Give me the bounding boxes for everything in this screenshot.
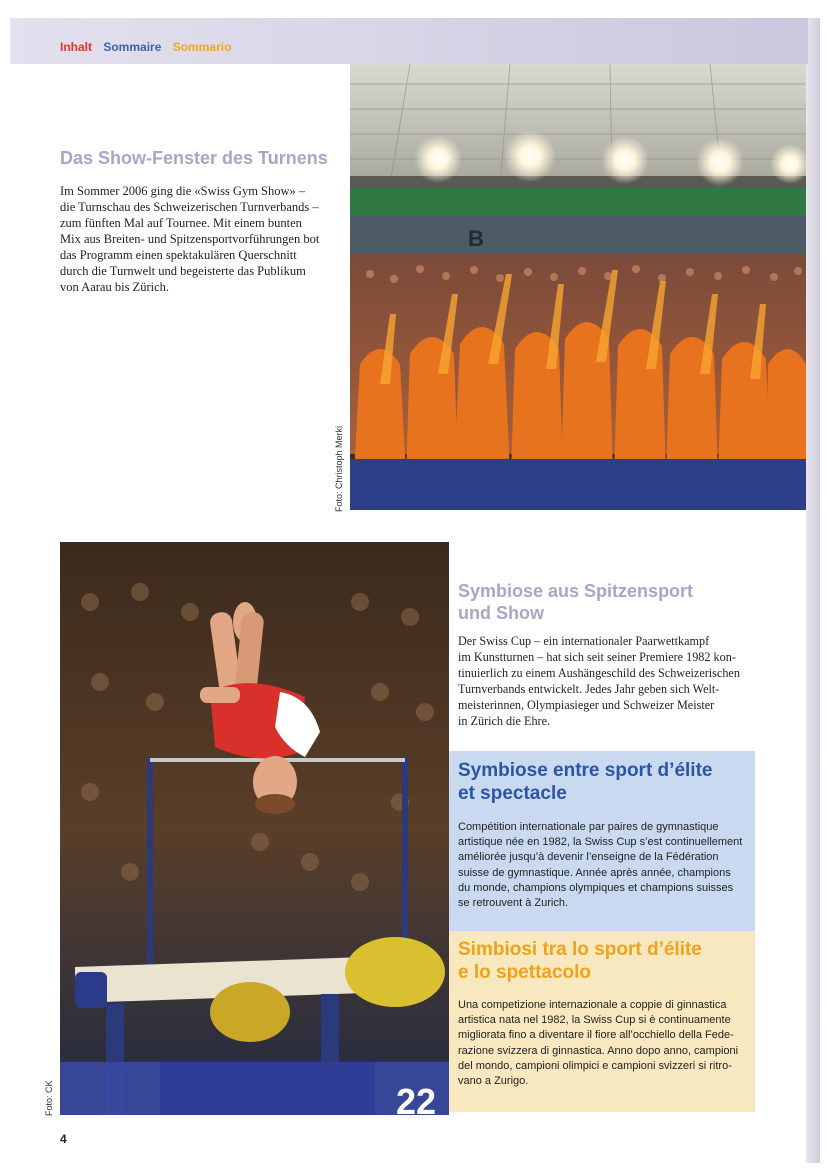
text-line: im Kunstturnen – hat sich seit seiner Premiere 1982 kon-: [458, 650, 736, 664]
title-line: Simbiosi tra lo sport d’élite: [458, 939, 702, 960]
title-line: Symbiose entre sport d’élite: [458, 760, 713, 781]
gym-show-illustration: [350, 64, 806, 510]
italian-title: [458, 938, 702, 984]
text-line: meisterinnen, Olympiasieger und Schweizer Meister: [458, 698, 715, 712]
text-line: suisse de gymnastique. Année après année, champions: [458, 866, 731, 879]
text-line: Der Swiss Cup – ein internationaler Paarwettkampf: [458, 634, 710, 648]
text-line: in Zürich die Ehre.: [458, 714, 551, 728]
text-line: se retrouvent à Zurich.: [458, 897, 569, 910]
show-window-title: Das Show-Fenster des Turnens: [60, 148, 328, 168]
text-line: artistica nata nel 1982, la Swiss Cup si è continuamente: [458, 1014, 731, 1027]
text-line: Turnverbands entwickelt. Jedes Jahr geben sich Welt-: [458, 682, 720, 696]
nav-sommaire-link[interactable]: Sommaire: [103, 40, 162, 54]
photo-credit-top: Foto: Christoph Merki: [334, 425, 344, 512]
text-line: Compétition internationale par paires de gymnastique: [458, 821, 719, 833]
italian-text: [458, 998, 747, 1089]
photo-credit-bottom: Foto: CK: [44, 1080, 54, 1116]
swiss-cup-title-de: [458, 580, 693, 624]
language-nav: [60, 40, 239, 54]
gym-show-photo: [350, 64, 806, 510]
show-window-text: [60, 183, 345, 295]
text-line: vano a Zurigo.: [458, 1075, 529, 1088]
text-line: durch die Turnwelt und begeisterte das Publikum: [60, 264, 306, 278]
text-line: Im Sommer 2006 ging die «Swiss Gym Show» –: [60, 184, 306, 198]
balance-beam-photo: [60, 542, 449, 1115]
balance-beam-illustration: [60, 542, 449, 1115]
text-line: Una competizione internazionale a coppie di ginnastica: [458, 999, 727, 1011]
text-line: artistique née en 1982, la Swiss Cup s’est continuellement: [458, 836, 743, 849]
french-text: [458, 820, 747, 911]
text-line: du monde, champions olympiques et champions suisses: [458, 881, 734, 894]
text-line: die Turnschau des Schweizerischen Turnverbands –: [60, 200, 319, 214]
text-line: del mondo, campioni olimpici e campioni svizzeri si ritro-: [458, 1059, 732, 1072]
nav-inhalt-link[interactable]: Inhalt: [60, 40, 92, 54]
arena-sign: B: [468, 226, 484, 251]
text-line: zum fünften Mal auf Tournee. Mit einem bunten: [60, 216, 302, 230]
bib-number: 22: [396, 1081, 437, 1115]
italian-section: [449, 931, 755, 1112]
title-line: et spectacle: [458, 783, 567, 804]
french-title: [458, 759, 712, 805]
nav-sommario-link[interactable]: Sommario: [172, 40, 232, 54]
page-edge: [806, 18, 820, 1163]
page-number: 4: [60, 1132, 67, 1146]
swiss-cup-text-de: [458, 633, 758, 729]
text-line: Mix aus Breiten- und Spitzensportvorführungen bot: [60, 232, 320, 246]
text-line: migliorata fino a diventare il fiore all’occhiello della Fede-: [458, 1029, 734, 1042]
text-line: von Aarau bis Zürich.: [60, 280, 170, 294]
text-line: tinuierlich zu einem Aushängeschild des Schweizerischen: [458, 666, 740, 680]
text-line: améliorée jusqu’à devenir l’enseigne de la Fédération: [458, 851, 719, 864]
title-line: und Show: [458, 603, 544, 623]
title-line: e lo spettacolo: [458, 962, 592, 983]
french-section: [449, 751, 755, 931]
title-line: Symbiose aus Spitzensport: [458, 581, 694, 601]
text-line: razione svizzera di ginnastica. Anno dopo anno, campioni: [458, 1044, 739, 1057]
text-line: das Programm einen spektakulären Querschnitt: [60, 248, 297, 262]
